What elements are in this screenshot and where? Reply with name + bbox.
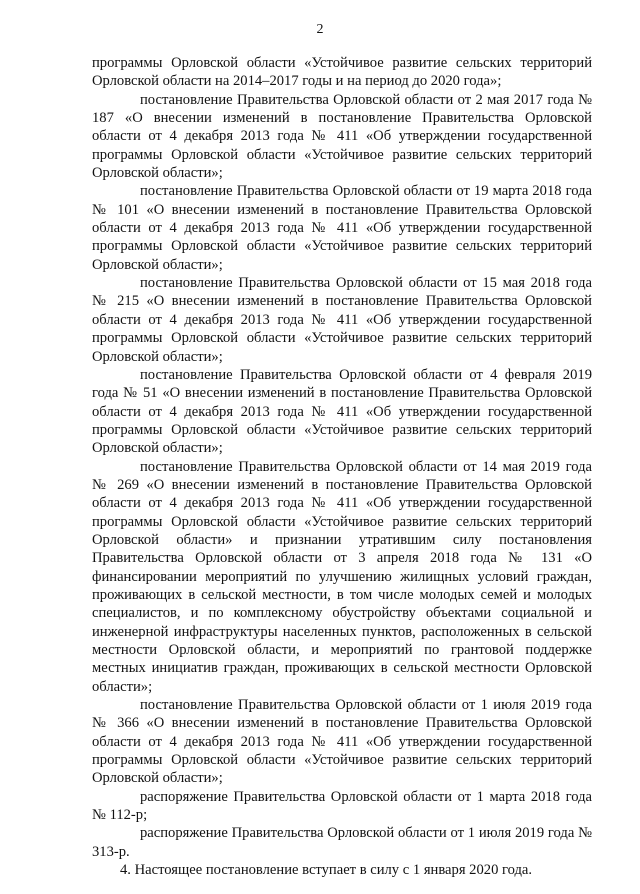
paragraph-resolution-269: постановление Правительства Орловской области от 14 мая 2019 года № 269 «О внесении изменений в постановление Правительства Орловской области от 4 декабря 2013 года № 411 «Об утверждении государственной программы Орловской области «Устойчивое развитие сельских территорий Орловской области» и признании утратившим силу постановления Правительства Орловской области от 3 апреля 2018 года № 131 «О финансировании мероприятий по улучшению жилищных условий граждан, проживающих в сельской местности, в том числе молодых семей и молодых специалистов, и по комплексному обустройству объектами социальной и инженерной инфраструктуры населенных пунктов, расположенных в сельской местности Орловской области, и мероприятий по грантовой поддержке местных инициатив граждан, проживающих в сельской местности Орловской области»; (92, 458, 592, 695)
paragraph-order-112: распоряжение Правительства Орловской области от 1 марта 2018 года № 112-р; (92, 788, 592, 824)
paragraph-program-title-continuation: программы Орловской области «Устойчивое развитие сельских территорий Орловской области на 2014–2017 годы и на период до 2020 года»; (92, 55, 592, 90)
paragraph-resolution-51: постановление Правительства Орловской области от 4 февраля 2019 года № 51 «О внесении изменений в постановление Правительства Орловской области от 4 декабря 2013 года № 411 «Об утверждении государственной программы Орловской области «Устойчивое развитие сельских территорий Орловской области»; (92, 366, 592, 457)
paragraph-resolution-366: постановление Правительства Орловской области от 1 июля 2019 года № 366 «О внесении изменений в постановление Правительства Орловской области от 4 декабря 2013 года № 411 «Об утверждении государственной программы Орловской области «Устойчивое развитие сельских территорий Орловской области»; (92, 697, 592, 787)
paragraph-resolution-187: постановление Правительства Орловской области от 2 мая 2017 года № 187 «О внесении изменений в постановление Правительства Орловской области от 4 декабря 2013 года № 411 «Об утверждении государственной программы Орловской области «Устойчивое развитие сельских территорий Орловской области»; (92, 91, 592, 182)
paragraph-effective-date-clause: 4. Настоящее постановление вступает в силу с 1 января 2020 года. (120, 862, 533, 879)
paragraph-resolution-215: постановление Правительства Орловской области от 15 мая 2018 года № 215 «О внесении изменений в постановление Правительства Орловской области от 4 декабря 2013 года № 411 «Об утверждении государственной программы Орловской области «Устойчивое развитие сельских территорий Орловской области»; (92, 275, 592, 365)
paragraph-order-313: распоряжение Правительства Орловской области от 1 июля 2019 года № 313-р. (92, 825, 592, 860)
page-number: 2 (316, 22, 324, 37)
paragraph-resolution-101: постановление Правительства Орловской области от 19 марта 2018 года № 101 «О внесении изменений в постановление Правительства Орловской области от 4 декабря 2013 года № 411 «Об утверждении государственной программы Орловской области «Устойчивое развитие сельских территорий Орловской области»; (92, 183, 592, 273)
document-body (92, 54, 592, 879)
